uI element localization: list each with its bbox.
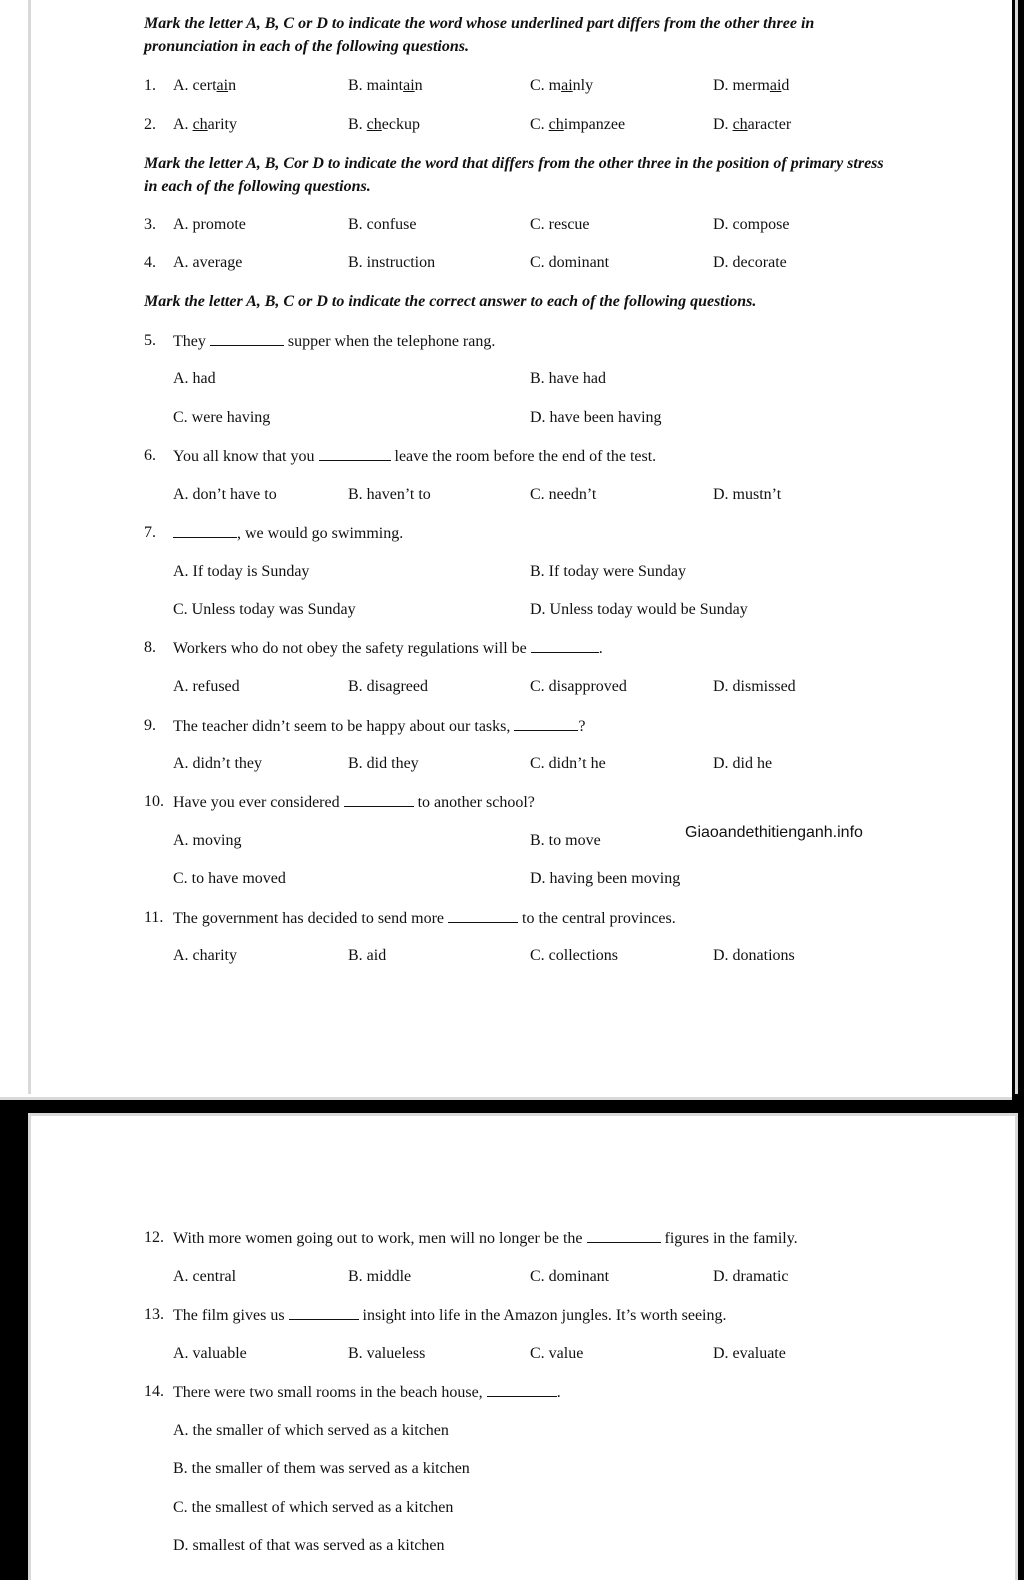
page-two xyxy=(28,1113,1018,1580)
answer-blank[interactable] xyxy=(448,908,518,923)
q13-option-a[interactable]: A. valuable xyxy=(173,1345,247,1362)
q11-option-b[interactable]: B. aid xyxy=(348,947,387,964)
q9-option-c[interactable]: C. didn’t he xyxy=(530,755,606,772)
q10-option-d[interactable]: D. having been moving xyxy=(530,870,681,887)
q5-option-b[interactable]: B. have had xyxy=(530,370,606,387)
q14-option-d[interactable]: D. smallest of that was served as a kitchen xyxy=(173,1537,445,1554)
q6-stem: You all know that you leave the room before the end of the test. xyxy=(173,448,657,465)
question-number: 8. xyxy=(144,639,156,656)
q2-option-a[interactable]: A. charity xyxy=(173,116,237,133)
q12-stem: With more women going out to work, men will no longer be the figures in the family. xyxy=(173,1230,798,1247)
q11-option-d[interactable]: D. donations xyxy=(713,947,795,964)
q2-option-d[interactable]: D. character xyxy=(713,116,792,133)
answer-blank[interactable] xyxy=(344,792,414,807)
q8-option-d[interactable]: D. dismissed xyxy=(713,678,796,695)
q9-option-a[interactable]: A. didn’t they xyxy=(173,755,263,772)
q12-option-c[interactable]: C. dominant xyxy=(530,1268,610,1285)
q4-option-b[interactable]: B. instruction xyxy=(348,254,436,271)
question-number: 13. xyxy=(144,1306,164,1323)
question-number: 7. xyxy=(144,524,156,541)
q1-option-d[interactable]: D. mermaid xyxy=(713,77,790,94)
q14-stem: There were two small rooms in the beach house, . xyxy=(173,1384,561,1401)
answer-blank[interactable] xyxy=(319,446,391,461)
q2-option-c[interactable]: C. chimpanzee xyxy=(530,116,626,133)
answer-blank[interactable] xyxy=(514,716,578,731)
answer-blank[interactable] xyxy=(487,1382,557,1397)
q3-option-b[interactable]: B. confuse xyxy=(348,216,417,233)
question-number: 2. xyxy=(144,116,156,133)
q8-stem: Workers who do not obey the safety regulations will be . xyxy=(173,640,603,657)
q11-option-c[interactable]: C. collections xyxy=(530,947,618,964)
instruction-pronunciation: Mark the letter A, B, C or D to indicate the word whose underlined part differs from the other three in pronunciation in each of the following questions. xyxy=(144,15,815,55)
question-number: 10. xyxy=(144,793,164,810)
question-number: 1. xyxy=(144,77,156,94)
q14-option-c[interactable]: C. the smallest of which served as a kitchen xyxy=(173,1499,454,1516)
q6-option-a[interactable]: A. don’t have to xyxy=(173,486,277,503)
q7-option-d[interactable]: D. Unless today would be Sunday xyxy=(530,601,748,618)
q10-option-b[interactable]: B. to move xyxy=(530,832,601,849)
instruction-stress: Mark the letter A, B, Cor D to indicate the word that differs from the other three in the position of primary stress in each of the following questions. xyxy=(144,155,884,195)
q13-stem: The film gives us insight into life in the Amazon jungles. It’s worth seeing. xyxy=(173,1307,727,1324)
q9-option-b[interactable]: B. did they xyxy=(348,755,419,772)
q10-option-c[interactable]: C. to have moved xyxy=(173,870,286,887)
instruction-grammar: Mark the letter A, B, C or D to indicate the correct answer to each of the following questions. xyxy=(144,293,757,310)
q11-stem: The government has decided to send more to the central provinces. xyxy=(173,910,676,927)
q7-option-b[interactable]: B. If today were Sunday xyxy=(530,563,686,580)
q13-option-d[interactable]: D. evaluate xyxy=(713,1345,786,1362)
answer-blank[interactable] xyxy=(531,638,599,653)
q5-option-d[interactable]: D. have been having xyxy=(530,409,662,426)
q11-option-a[interactable]: A. charity xyxy=(173,947,237,964)
q9-stem: The teacher didn’t seem to be happy about our tasks, ? xyxy=(173,718,586,735)
q1-option-c[interactable]: C. mainly xyxy=(530,77,594,94)
question-number: 9. xyxy=(144,717,156,734)
q4-option-a[interactable]: A. average xyxy=(173,254,243,271)
q8-option-c[interactable]: C. disapproved xyxy=(530,678,627,695)
q7-option-c[interactable]: C. Unless today was Sunday xyxy=(173,601,356,618)
q4-option-c[interactable]: C. dominant xyxy=(530,254,610,271)
q10-stem: Have you ever considered to another school? xyxy=(173,794,535,811)
q1-option-b[interactable]: B. maintain xyxy=(348,77,423,94)
answer-blank[interactable] xyxy=(587,1228,661,1243)
q3-option-d[interactable]: D. compose xyxy=(713,216,790,233)
question-number: 14. xyxy=(144,1383,164,1400)
q12-option-a[interactable]: A. central xyxy=(173,1268,237,1285)
answer-blank[interactable] xyxy=(173,523,237,538)
question-number: 11. xyxy=(144,909,164,926)
q6-option-b[interactable]: B. haven’t to xyxy=(348,486,431,503)
q13-option-c[interactable]: C. value xyxy=(530,1345,584,1362)
question-number: 3. xyxy=(144,216,156,233)
answer-blank[interactable] xyxy=(210,331,284,346)
q8-option-b[interactable]: B. disagreed xyxy=(348,678,428,695)
q7-option-a[interactable]: A. If today is Sunday xyxy=(173,563,310,580)
q8-option-a[interactable]: A. refused xyxy=(173,678,240,695)
q13-option-b[interactable]: B. valueless xyxy=(348,1345,426,1362)
q6-option-d[interactable]: D. mustn’t xyxy=(713,486,782,503)
q14-option-a[interactable]: A. the smaller of which served as a kitchen xyxy=(173,1422,449,1439)
q12-option-b[interactable]: B. middle xyxy=(348,1268,412,1285)
question-number: 6. xyxy=(144,447,156,464)
q7-stem: , we would go swimming. xyxy=(173,523,403,544)
q10-option-a[interactable]: A. moving xyxy=(173,832,242,849)
q2-option-b[interactable]: B. checkup xyxy=(348,116,420,133)
q4-option-d[interactable]: D. decorate xyxy=(713,254,787,271)
q3-option-a[interactable]: A. promote xyxy=(173,216,246,233)
q5-option-c[interactable]: C. were having xyxy=(173,409,271,426)
watermark-text: Giaoandethitienganh.info xyxy=(685,824,863,841)
answer-blank[interactable] xyxy=(289,1305,359,1320)
question-number: 5. xyxy=(144,332,156,349)
q12-option-d[interactable]: D. dramatic xyxy=(713,1268,789,1285)
q3-option-c[interactable]: C. rescue xyxy=(530,216,590,233)
q5-option-a[interactable]: A. had xyxy=(173,370,216,387)
q9-option-d[interactable]: D. did he xyxy=(713,755,773,772)
q5-stem: They supper when the telephone rang. xyxy=(173,333,496,350)
q1-option-a[interactable]: A. certain xyxy=(173,77,237,94)
question-number: 4. xyxy=(144,254,156,271)
q14-option-b[interactable]: B. the smaller of them was served as a kitchen xyxy=(173,1460,470,1477)
q6-option-c[interactable]: C. needn’t xyxy=(530,486,597,503)
question-number: 12. xyxy=(144,1229,164,1246)
